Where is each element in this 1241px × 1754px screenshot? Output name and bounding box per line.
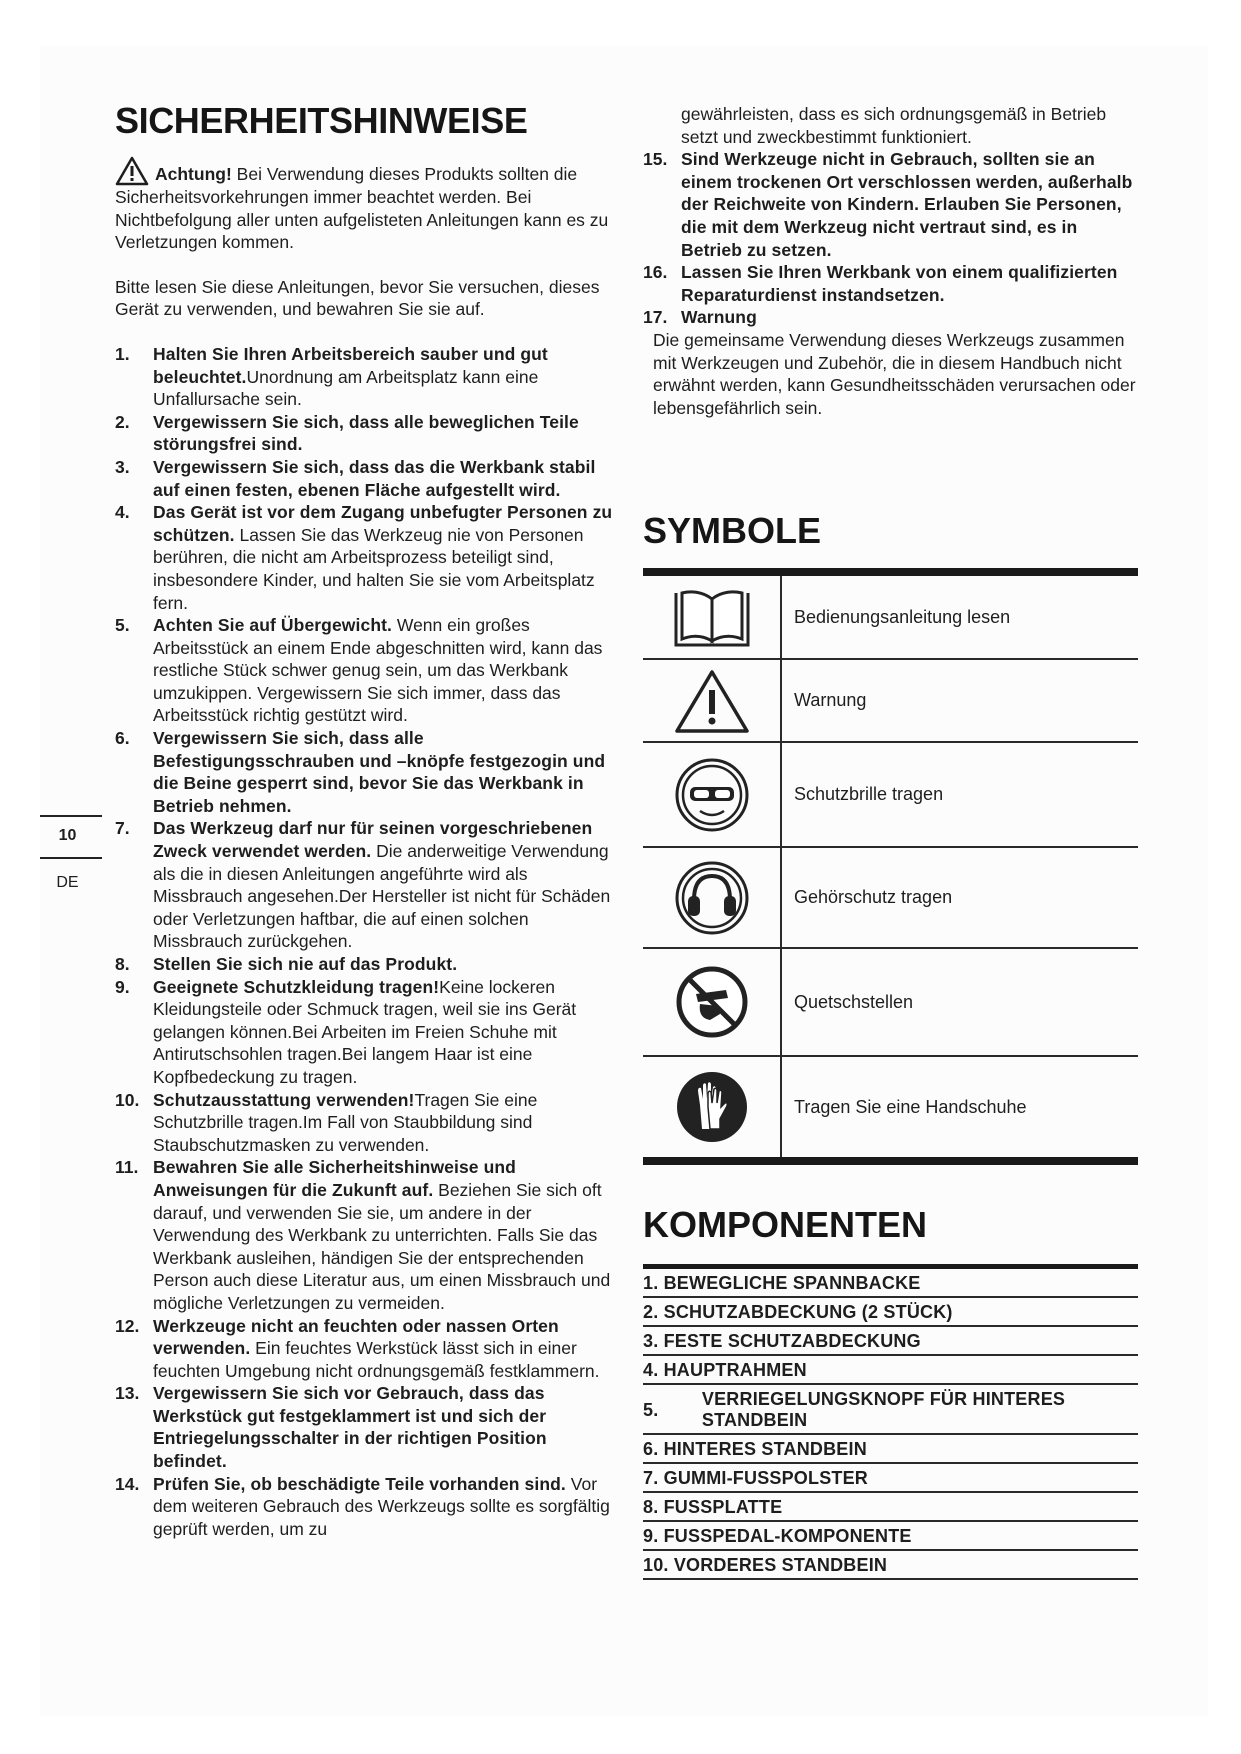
safety-item-text: Unordnung am Arbeitsplatz kann eine Unfallursache sein. [153,366,539,410]
component-item: 1. BEWEGLICHE SPANNBACKE [643,1264,1138,1298]
components-list [643,1264,1138,1580]
safety-item-text: Tragen Sie eine Schutzbrille tragen.Im Fall von Staubbildung sind Staubschutzmasken zu verwenden. [153,1089,538,1155]
safety-item [115,817,615,953]
component-item: 6. HINTERES STANDBEIN [643,1435,1138,1464]
symbol-label: Quetschstellen [794,991,914,1012]
symbol-label: Bedienungsanleitung lesen [794,606,1011,627]
safety-item-number: 9. [115,976,130,997]
safety-item-text: Vor dem weiteren Gebrauch des Werkzeugs sollte es sorgfältig geprüft werden, um zu [153,1473,610,1539]
safety-item-number: 5. [115,615,130,636]
continuation-text: gewährleisten, dass es sich ordnungsgemäß in Betrieb setzt und zweckbestimmt funktioniert. [681,104,1107,147]
component-item: 7. GUMMI-FUSSPOLSTER [643,1464,1138,1493]
components-title: KOMPONENTEN [643,1204,928,1245]
safety-item [115,1315,615,1383]
safety-item [115,456,615,501]
safety-item [115,501,615,614]
safety-item-text: Beziehen Sie sich oft darauf, und verwenden Sie sie, um andere in der Verwendung des Werkbank zu unterrichten. Falls Sie das Werkbank ausleihen, händigen Sie der entsprechenden Person auch diese Literatur aus, um einen Missbrauch und mögliche Verletzungen zu vermeiden. [153,1179,611,1313]
warning-paragraph [643,329,1138,419]
component-item: 10. VORDERES STANDBEIN [643,1551,1138,1580]
safety-item [115,1473,615,1541]
symbol-row [643,947,1138,1055]
safety-item [115,727,615,817]
attention-label: Achtung! [155,164,232,184]
manual-book-icon [643,576,782,658]
safety-item [643,261,1138,306]
safety-item [643,306,1138,329]
safety-item-heading: Schutzausstattung verwenden! [153,1089,415,1110]
right-column [643,103,1138,419]
symbol-label: Schutzbrille tragen [794,784,944,804]
symbol-row [643,846,1138,947]
attention-text: Bei Verwendung dieses Produkts sollten die Sicherheitsvorkehrungen immer beachtet werden. Bei Nichtbefolgung aller unten aufgelisteten Anleitungen kann es zu Verletzungen kommen. [115,164,609,253]
symbol-label: Warnung [794,690,867,710]
component-item: 8. FUSSPLATTE [643,1493,1138,1522]
safety-item-text: Lassen Sie das Werkzeug nie von Personen berühren, die nicht am Arbeitsprozess beteiligt sind, insbesondere Kinder, und halten Sie sie vom Arbeitsplatz fern. [153,524,595,613]
safety-item-heading: Stellen Sie sich nie auf das Produkt. [153,954,458,974]
safety-item-number: 13. [115,1383,140,1404]
safety-list-continued [643,148,1138,329]
symbol-label: Gehörschutz tragen [794,887,953,907]
safety-item-heading: Halten Sie Ihren Arbeitsbereich sauber und gut beleuchtet. [153,343,548,387]
warning-triangle-icon [643,660,782,741]
safety-item-number: 17. [643,307,668,328]
safety-item-heading: Sind Werkzeuge nicht in Gebrauch, sollten sie an einem trockenen Ort verschlossen werden, außerhalb der Reichweite von Kindern. Erlauben Sie Personen, die mit dem Werkzeug nicht vertraut sind, es in Betrieb zu setzen. [681,149,1133,260]
component-item: 2. SCHUTZABDECKUNG (2 STÜCK) [643,1298,1138,1327]
safety-item-heading: Warnung [681,307,757,328]
read-instructions-text: Bitte lesen Sie diese Anleitungen, bevor Sie versuchen, dieses Gerät zu verwenden, und bewahren Sie sie auf. [115,276,600,320]
safety-goggles-icon [643,743,782,846]
page-marker-rule [40,815,102,817]
pinch-point-icon [643,949,782,1055]
safety-item [115,343,615,411]
safety-item-heading: Vergewissern Sie sich, dass alle Befestigungsschrauben und –knöpfe festgezogin und die Beine gesperrt sind, bevor Sie das Werkbank in Betrieb nehmen. [153,728,606,816]
safety-item [115,953,615,976]
safety-item-heading: Vergewissern Sie sich vor Gebrauch, dass das Werkstück gut festgeklammert ist und sich der Entriegelungsschalter in der richtigen Position befindet. [153,1383,547,1472]
safety-item-number: 14. [115,1473,140,1494]
safety-item-number: 1. [115,343,130,364]
safety-item-heading: Geeignete Schutzkleidung tragen! [153,976,440,997]
safety-list [115,343,615,1540]
symbol-row [643,576,1138,658]
component-number: 5. [643,1399,659,1420]
symbols-table [643,568,1138,1165]
safety-item-text: Wenn ein großes Arbeitsstück an einem Ende abgeschnitten wird, kann das restliche Stück schwer genug sein, um das Werkbank umzukippen. Vergewissern Sie sich immer, dass das Arbeitsstück richtig gestützt wird. [153,615,603,726]
safety-title: SICHERHEITSHINWEISE [115,100,528,141]
safety-item-number: 16. [643,262,668,283]
safety-item-text: Die anderweitige Verwendung als die in diesen Anleitungen angeführte wird als Missbrauch angesehen.Der Hersteller ist nicht für Schäden oder Verletzungen haftbar, die auf einen solchen Missbrauch zurückgehen. [153,841,611,952]
safety-item-heading: Vergewissern Sie sich, dass alle beweglichen Teile störungsfrei sind. [153,411,579,455]
safety-item-text: Ein feuchtes Werkstück lässt sich in einer feuchten Umgebung nicht ordnungsgemäß festklammern. [153,1338,600,1381]
symbol-label: Tragen Sie eine Handschuhe [794,1096,1027,1117]
gloves-icon [643,1057,782,1157]
safety-item [643,148,1138,261]
safety-item-number: 15. [643,149,668,170]
safety-item-heading: Achten Sie auf Übergewicht. [153,615,392,636]
safety-item-number: 3. [115,456,130,477]
safety-item [115,976,615,1089]
component-item [643,1385,1138,1435]
safety-item-number: 7. [115,818,130,839]
safety-item-heading: Prüfen Sie, ob beschädigte Teile vorhanden sind. [153,1473,566,1494]
symbol-row [643,658,1138,741]
safety-item [115,614,615,727]
component-item: 3. FESTE SCHUTZABDECKUNG [643,1327,1138,1356]
page-language: DE [56,874,79,891]
safety-item-number: 11. [115,1157,139,1178]
safety-item-heading: Das Werkzeug darf nur für seinen vorgeschriebenen Zweck verwendet werden. [153,818,593,862]
page-marker-rule [40,857,102,859]
safety-item-heading: Das Gerät ist vor dem Zugang unbefugter Personen zu schützen. [153,502,613,545]
safety-item [115,411,615,456]
safety-item-number: 12. [115,1315,140,1336]
safety-item-heading: Werkzeuge nicht an feuchten oder nassen Orten verwenden. [153,1315,559,1359]
page-number: 10 [58,827,77,844]
warning-triangle-icon [115,156,149,186]
safety-item-number: 6. [115,728,130,749]
component-item: 4. HAUPTRAHMEN [643,1356,1138,1385]
safety-item-heading: Lassen Sie Ihren Werkbank von einem qualifizierten Reparaturdienst instandsetzen. [681,262,1118,305]
left-column [115,100,615,1540]
safety-item-number: 10. [115,1089,140,1110]
symbols-title: SYMBOLE [643,510,822,551]
warning-text: Die gemeinsame Verwendung dieses Werkzeugs zusammen mit Werkzeugen und Zubehör, die in diesem Handbuch nicht erwähnt werden, kann Gesundheitsschäden verursachen oder lebensgefährlich sein. [653,329,1136,418]
component-label: VERRIEGELUNGSKNOPF FÜR HINTERES STANDBEIN [701,1389,1066,1430]
safety-item [115,1089,615,1157]
safety-item [115,1382,615,1472]
symbol-row [643,741,1138,846]
safety-item-text: Keine lockeren Kleidungsteile oder Schmuck tragen, weil sie ins Gerät gelangen können.Bei Arbeiten im Freien Schuhe mit Antirutschsohlen tragen.Bei langem Haar ist eine Kopfbedeckung zu tragen. [153,976,577,1087]
safety-item-number: 4. [115,502,130,523]
component-item: 9. FUSSPEDAL-KOMPONENTE [643,1522,1138,1551]
safety-item-number: 8. [115,954,130,974]
safety-item-number: 2. [115,411,130,432]
symbol-row [643,1055,1138,1157]
attention-paragraph [115,156,615,254]
safety-item [115,1156,615,1314]
safety-item-heading: Vergewissern Sie sich, dass das die Werkbank stabil auf einen festen, ebenen Fläche aufgestellt wird. [153,456,596,500]
ear-protection-icon [643,848,782,947]
safety-item-heading: Bewahren Sie alle Sicherheitshinweise und Anweisungen für die Zukunft auf. [153,1157,516,1200]
